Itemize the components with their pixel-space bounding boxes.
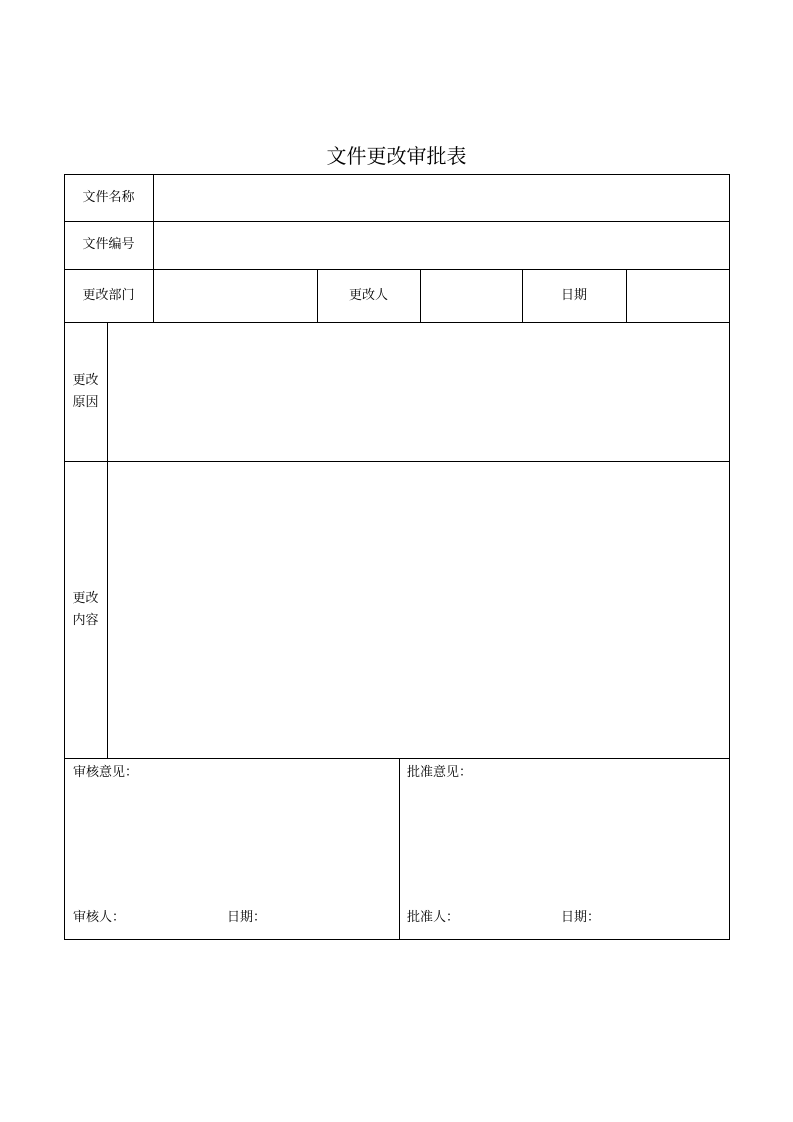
content-label-line2: 内容: [72, 612, 99, 628]
approval-opinion-label: 批准意见：: [407, 765, 473, 780]
reason-label: [64, 322, 107, 461]
file-name-label: 文件名称: [82, 189, 135, 205]
page-title: 文件更改审批表: [326, 144, 467, 168]
divider: [64, 758, 730, 759]
date-field[interactable]: [627, 270, 729, 322]
review-date-label: 日期：: [227, 910, 267, 925]
approver-label: 批准人：: [407, 910, 460, 925]
approval-date-label: 日期：: [561, 910, 601, 925]
file-number-label: 文件编号: [82, 237, 135, 252]
content-field[interactable]: [108, 462, 729, 758]
changer-field[interactable]: [421, 270, 522, 322]
divider: [399, 758, 400, 940]
dept-field[interactable]: [154, 270, 317, 322]
changer-label: 更改人: [348, 287, 388, 303]
content-label: [64, 461, 107, 758]
content-label-line1: 更改: [72, 590, 99, 606]
file-number-field[interactable]: [154, 222, 729, 269]
reason-label-line2: 原因: [72, 394, 99, 410]
reason-field[interactable]: [108, 323, 729, 461]
reviewer-label: 审核人：: [73, 910, 126, 925]
file-name-field[interactable]: [154, 175, 729, 221]
reason-label-line1: 更改: [72, 372, 99, 388]
review-opinion-label: 审核意见：: [73, 765, 139, 780]
date-label: 日期: [560, 287, 587, 303]
dept-label: 更改部门: [82, 287, 135, 303]
